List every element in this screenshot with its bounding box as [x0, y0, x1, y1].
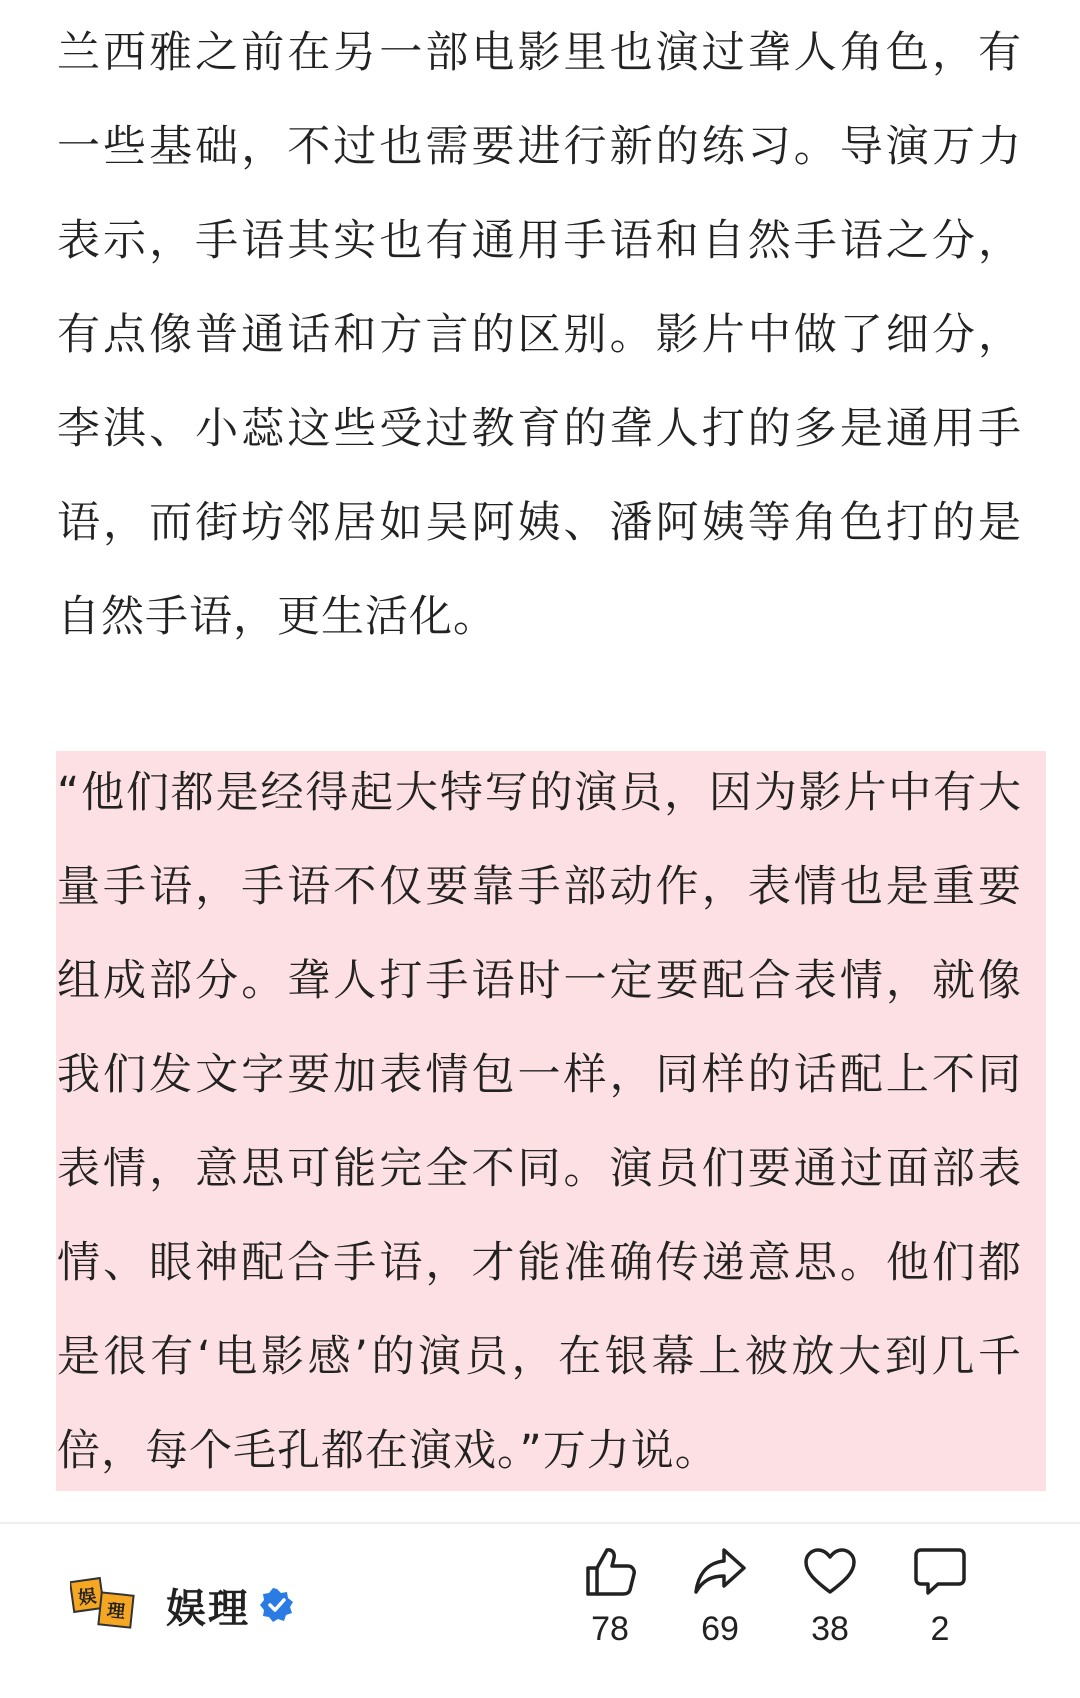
- thumbs-up-icon: [582, 1544, 638, 1600]
- author-avatar[interactable]: [70, 1572, 136, 1638]
- favorite-button[interactable]: [780, 1544, 880, 1684]
- favorite-count: 38: [811, 1610, 849, 1648]
- article-quote-paragraph: “他们都是经得起大特写的演员，因为影片中有大量手语，手语不仅要靠手部动作，表情也是重要组成部分。聋人打手语时一定要配合表情，就像我们发文字要加表情包一样，同样的话配上不同表情，意思可能完全不同。演员们要通过面部表情、眼神配合手语，才能准确传递意思。他们都是很有‘电影感’的演员，在银幕上被放大到几千倍，每个毛孔都在演戏。”万力说。: [57, 768, 1022, 1476]
- comment-count: 2: [930, 1610, 950, 1648]
- yuli-logo-icon: [70, 1572, 136, 1638]
- post-footer-bar: [0, 1524, 1080, 1698]
- share-arrow-icon: [692, 1544, 748, 1600]
- share-button[interactable]: [670, 1544, 770, 1684]
- author-info[interactable]: [70, 1570, 294, 1640]
- action-bar: [560, 1544, 1030, 1684]
- like-count: 78: [591, 1610, 629, 1648]
- comment-button[interactable]: [890, 1544, 990, 1684]
- share-count: 69: [701, 1610, 739, 1648]
- like-button[interactable]: [560, 1544, 660, 1684]
- verified-badge-icon: [260, 1588, 294, 1622]
- heart-icon: [802, 1544, 858, 1600]
- svg-text:娱: 娱: [76, 1585, 98, 1610]
- author-name[interactable]: 娱理: [166, 1585, 250, 1632]
- svg-text:理: 理: [105, 1600, 126, 1623]
- article-paragraph: 兰西雅之前在另一部电影里也演过聋人角色，有一些基础，不过也需要进行新的练习。导演万力表示，手语其实也有通用手语和自然手语之分，有点像普通话和方言的区别。影片中做了细分，李淇、小蕊这些受过教育的聋人打的多是通用手语，而街坊邻居如吴阿姨、潘阿姨等角色打的是自然手语，更生活化。: [57, 28, 1022, 642]
- comment-icon: [912, 1544, 968, 1600]
